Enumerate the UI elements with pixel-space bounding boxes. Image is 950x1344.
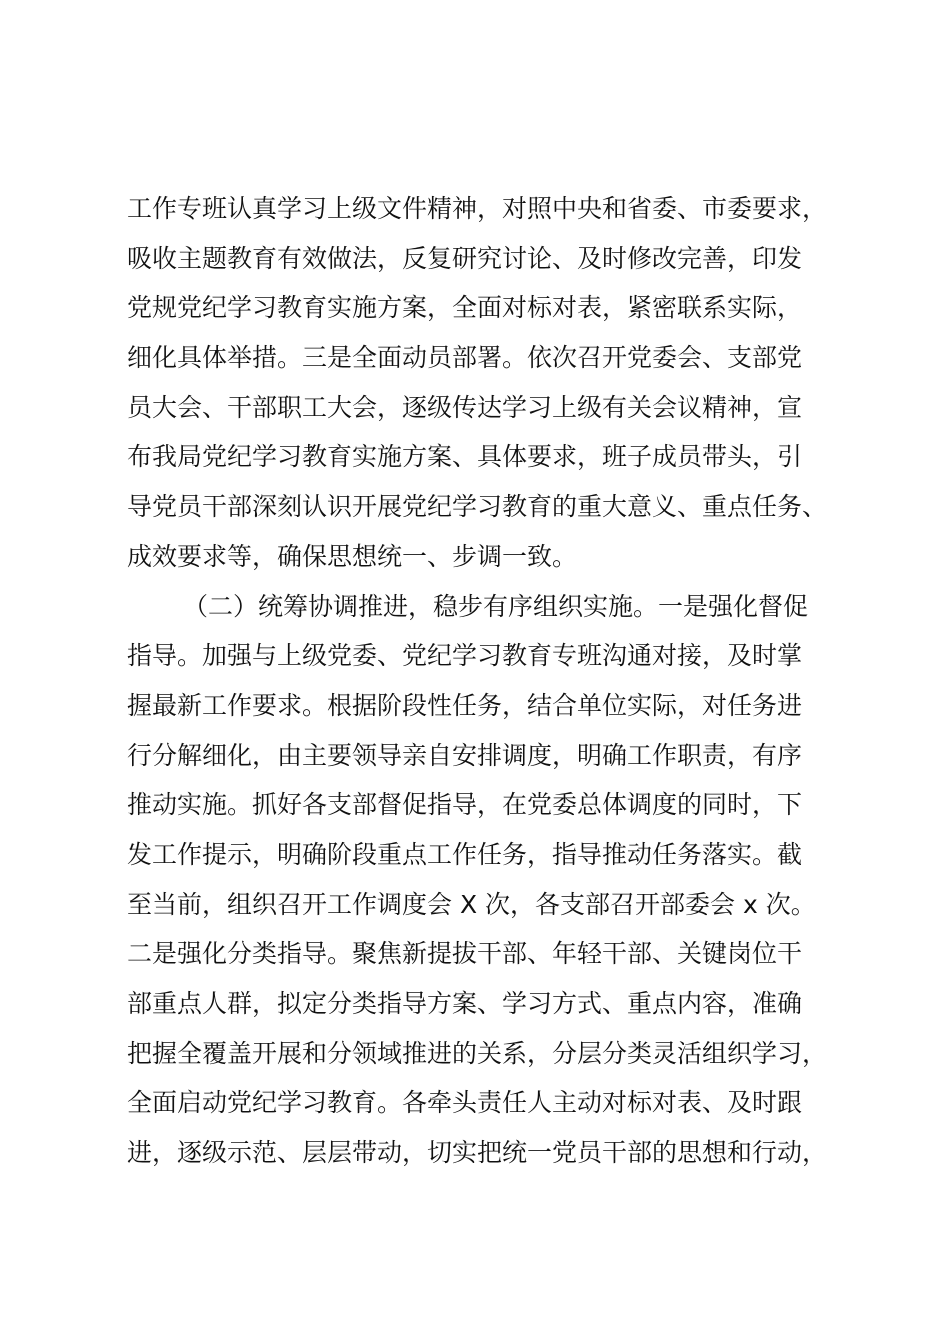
text-line-3: 党规党纪学习教育实施方案，全面对标对表，紧密联系实际， <box>127 293 803 323</box>
text-line-10: 指导。加强与上级党委、党纪学习教育专班沟通对接，及时掌 <box>127 641 803 671</box>
text-line-2: 吸收主题教育有效做法，反复研究讨论、及时修改完善，印发 <box>127 243 803 273</box>
text-line-12: 行分解细化，由主要领导亲自安排调度，明确工作职责，有序 <box>127 740 803 770</box>
text-line-7: 导党员干部深刻认识开展党纪学习教育的重大意义、重点任务、 <box>127 492 828 522</box>
text-line-14: 发工作提示，明确阶段重点工作任务，指导推动任务落实。截 <box>127 839 803 869</box>
text-line-18: 把握全覆盖开展和分领域推进的关系，分层分类灵活组织学习， <box>127 1038 828 1068</box>
text-line-17: 部重点人群，拟定分类指导方案、学习方式、重点内容，准确 <box>127 989 803 1018</box>
document-body <box>127 184 847 1178</box>
text-line-4: 细化具体举措。三是全面动员部署。依次召开党委会、支部党 <box>127 343 803 373</box>
text-line-15: 至当前，组织召开工作调度会 X 次，各支部召开部委会 x 次。 <box>127 889 816 919</box>
text-line-16: 二是强化分类指导。聚焦新提拔干部、年轻干部、关键岗位干 <box>127 939 803 969</box>
text-line-5: 员大会、干部职工大会，逐级传达学习上级有关会议精神，宣 <box>127 392 803 422</box>
text-line-20: 进，逐级示范、层层带动，切实把统一党员干部的思想和行动， <box>127 1138 828 1168</box>
text-line-6: 布我局党纪学习教育实施方案、具体要求，班子成员带头，引 <box>127 442 803 472</box>
section-heading-line: （二）统筹协调推进，稳步有序组织实施。一是强化督促 <box>183 591 809 621</box>
text-line-19: 全面启动党纪学习教育。各牵头责任人主动对标对表、及时跟 <box>127 1088 803 1118</box>
text-line-11: 握最新工作要求。根据阶段性任务，结合单位实际，对任务进 <box>127 690 803 720</box>
text-line-13: 推动实施。抓好各支部督促指导，在党委总体调度的同时，下 <box>127 790 803 820</box>
text-line-8: 成效要求等，确保思想统一、步调一致。 <box>127 541 578 571</box>
text-line-1: 工作专班认真学习上级文件精神，对照中央和省委、市委要求， <box>127 194 828 223</box>
